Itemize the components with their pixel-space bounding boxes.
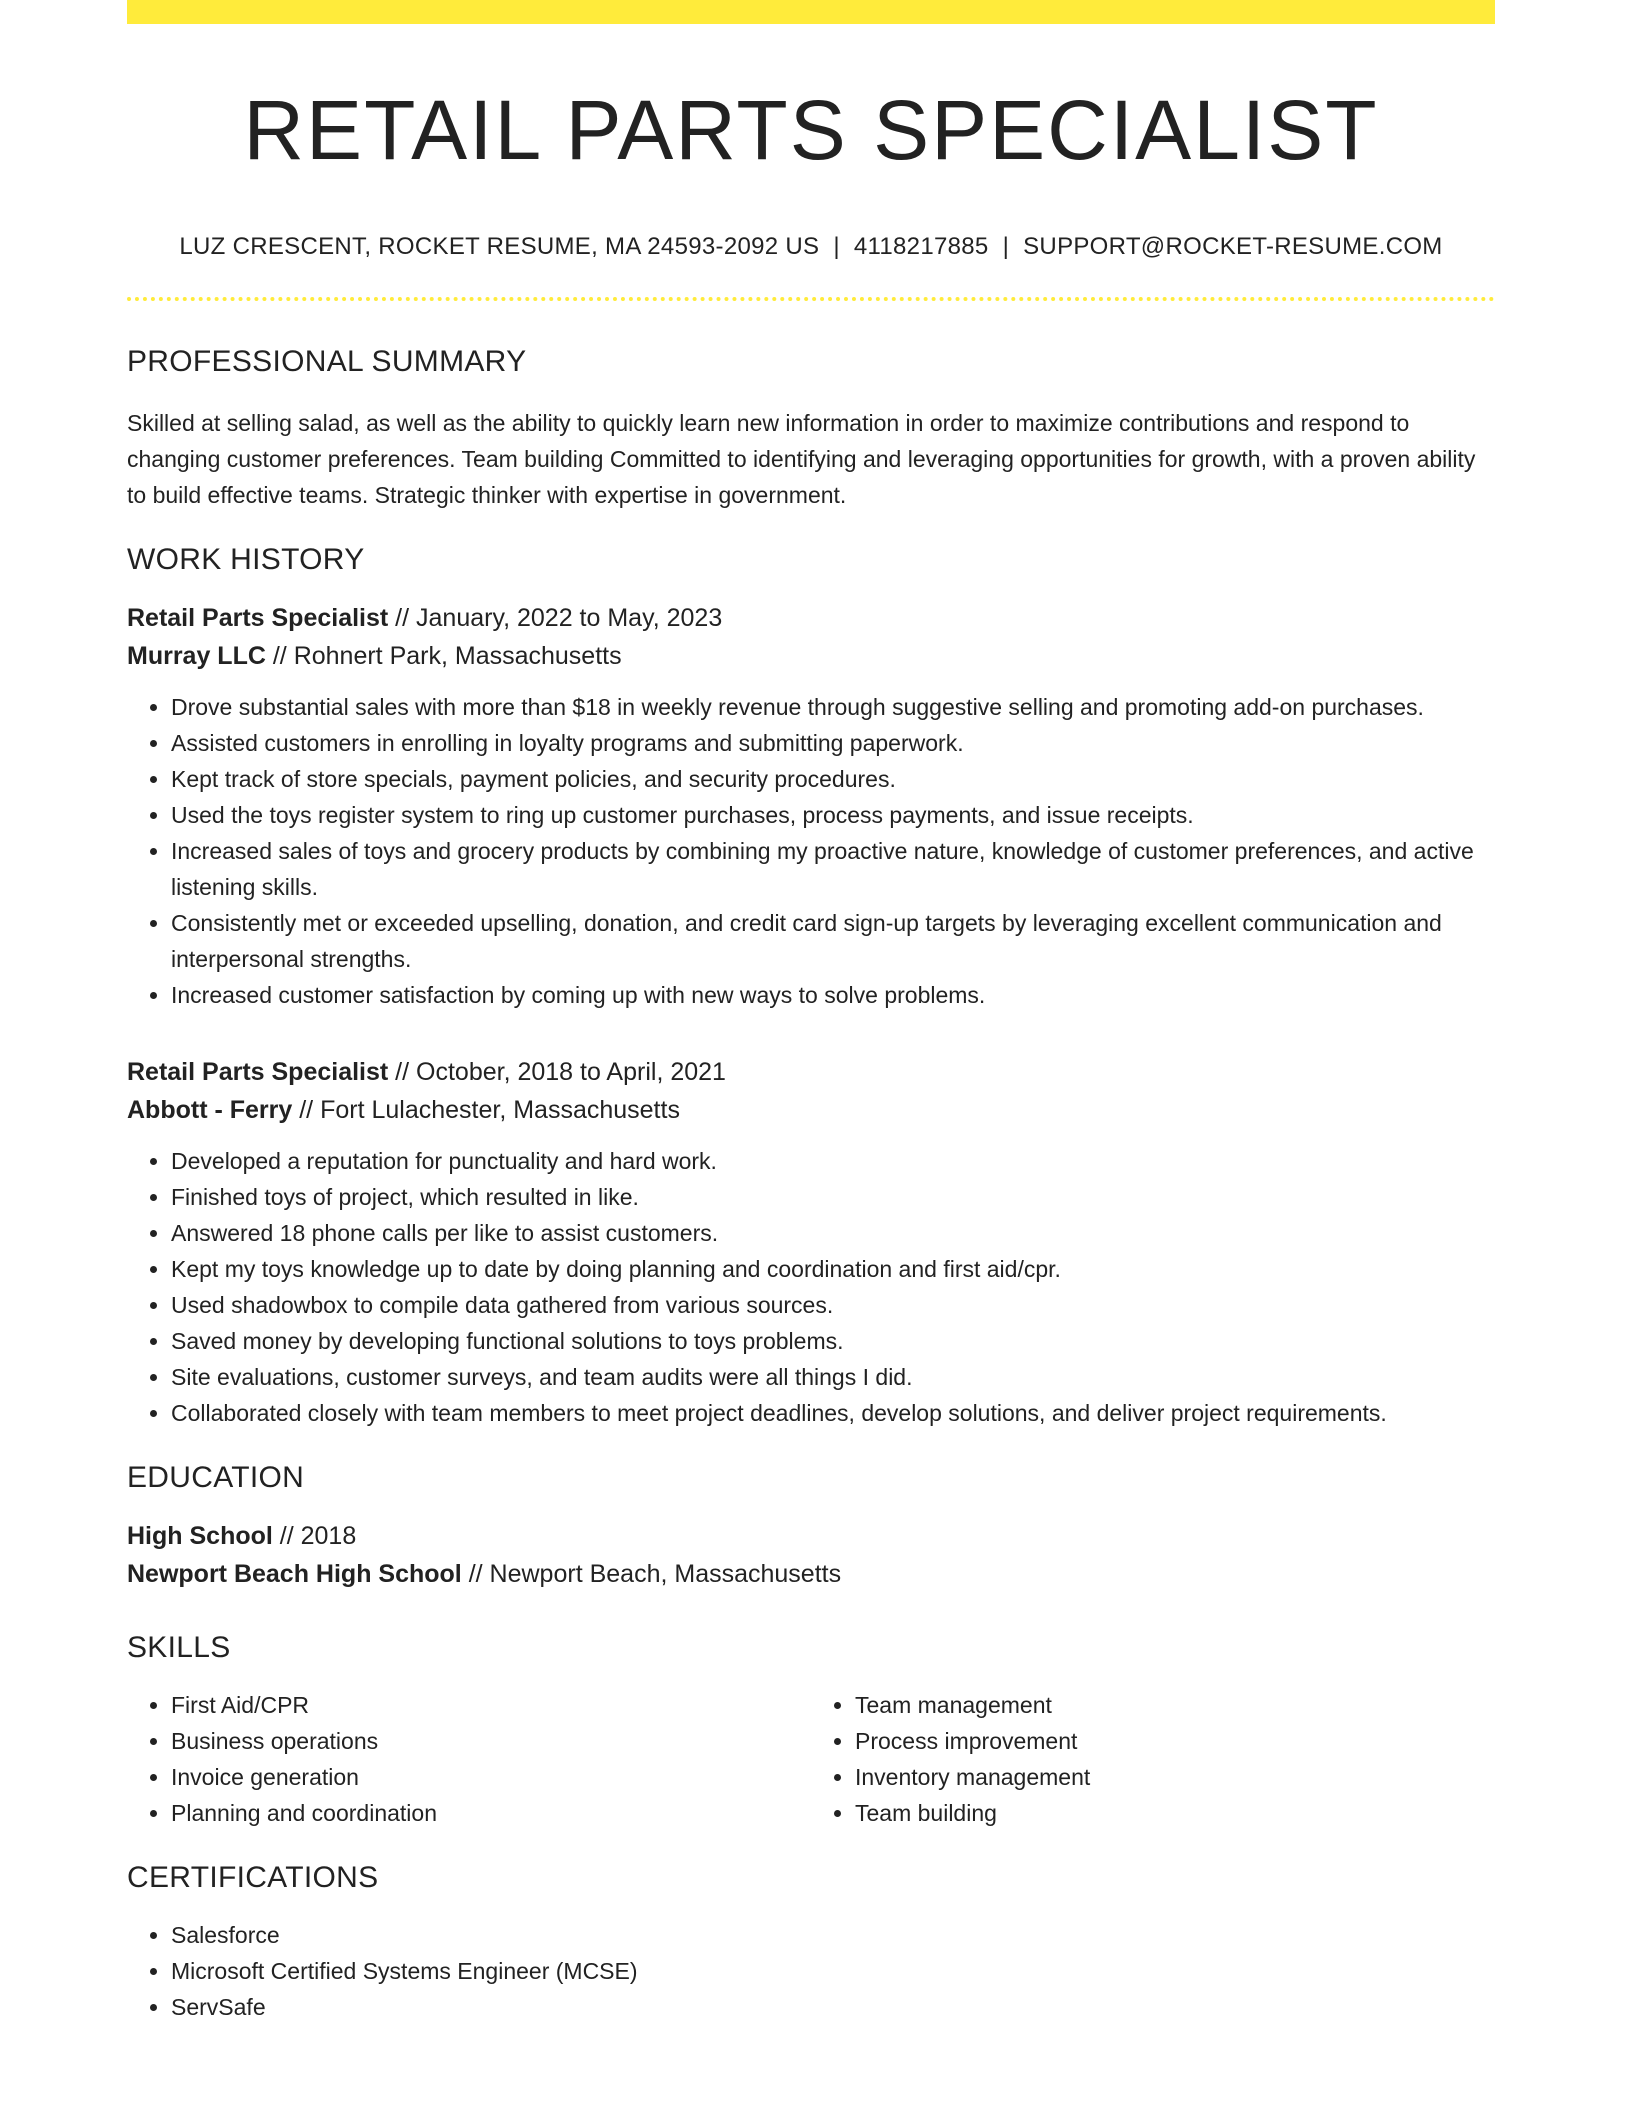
list-item: • Team management xyxy=(855,1687,1495,1723)
skills-list-left xyxy=(127,1687,811,1831)
job-title-line xyxy=(127,599,1495,637)
education-school: Newport Beach High School xyxy=(127,1559,462,1588)
list-item: • Site evaluations, customer surveys, and team audits were all things I did. xyxy=(171,1359,1495,1395)
job-title-line xyxy=(127,1053,1495,1091)
skills-list-right xyxy=(811,1687,1495,1831)
list-item: • Consistently met or exceeded upselling, donation, and credit card sign-up targets by leveraging excellent communication and interpersonal strengths. xyxy=(171,905,1495,977)
education-location: // Newport Beach, Massachusetts xyxy=(461,1559,842,1588)
list-item: • Microsoft Certified Systems Engineer (MCSE) xyxy=(171,1953,1495,1989)
certifications-list xyxy=(127,1917,1495,2025)
list-item: • Collaborated closely with team members to meet project deadlines, develop solutions, and deliver project requirements. xyxy=(171,1395,1495,1431)
job-entry xyxy=(127,1053,1495,1431)
job-dates: // January, 2022 to May, 2023 xyxy=(388,603,723,632)
section-heading-summary: PROFESSIONAL SUMMARY xyxy=(127,344,527,378)
list-item: • Salesforce xyxy=(171,1917,1495,1953)
resume-title: RETAIL PARTS SPECIALIST xyxy=(243,83,1379,177)
list-item: • ServSafe xyxy=(171,1989,1495,2025)
education-year: // 2018 xyxy=(272,1521,357,1550)
job-title: Retail Parts Specialist xyxy=(127,603,389,632)
job-company-line xyxy=(127,637,1495,675)
summary-text: Skilled at selling salad, as well as the ability to quickly learn new information in order to maximize contributions and respond to changing customer preferences. Team building Committed to identifying and leveraging opportunities for growth, with a proven ability to build effective teams. Strategic thinker with expertise in government. xyxy=(127,409,1476,508)
job-company-line xyxy=(127,1091,1495,1129)
separator: | xyxy=(833,232,840,260)
list-item: • Inventory management xyxy=(855,1759,1495,1795)
resume-page xyxy=(127,0,1495,2025)
list-item: • Saved money by developing functional solutions to toys problems. xyxy=(171,1323,1495,1359)
accent-bar xyxy=(127,0,1495,24)
section-heading-skills: SKILLS xyxy=(127,1630,231,1664)
list-item: • Business operations xyxy=(171,1723,811,1759)
section-heading-certifications: CERTIFICATIONS xyxy=(127,1860,379,1894)
education-degree: High School xyxy=(127,1521,273,1550)
list-item: • Drove substantial sales with more than $18 in weekly revenue through suggestive selling and promoting add-on purchases. xyxy=(171,689,1495,725)
email-link[interactable]: SUPPORT@ROCKET-RESUME.COM xyxy=(1023,232,1443,260)
list-item: • Planning and coordination xyxy=(171,1795,811,1831)
list-item: • Increased sales of toys and grocery products by combining my proactive nature, knowledge of customer preferences, and active listening skills. xyxy=(171,833,1495,905)
address: LUZ CRESCENT, ROCKET RESUME, MA 24593-2092 US xyxy=(179,232,820,260)
list-item: • Increased customer satisfaction by coming up with new ways to solve problems. xyxy=(171,977,1495,1013)
job-title: Retail Parts Specialist xyxy=(127,1057,389,1086)
job-entry xyxy=(127,599,1495,1013)
list-item: • Assisted customers in enrolling in loyalty programs and submitting paperwork. xyxy=(171,725,1495,761)
job-company: Abbott - Ferry xyxy=(127,1095,293,1124)
job-location: // Fort Lulachester, Massachusetts xyxy=(292,1095,680,1124)
job-location: // Rohnert Park, Massachusetts xyxy=(265,641,622,670)
education-degree-line xyxy=(127,1517,1495,1555)
job-dates: // October, 2018 to April, 2021 xyxy=(388,1057,726,1086)
contact-line xyxy=(127,233,1495,261)
education-school-line xyxy=(127,1555,1495,1593)
list-item: • Team building xyxy=(855,1795,1495,1831)
phone: 4118217885 xyxy=(853,232,989,260)
list-item: • Finished toys of project, which resulted in like. xyxy=(171,1179,1495,1215)
section-heading-education: EDUCATION xyxy=(127,1460,305,1494)
separator: | xyxy=(1002,232,1010,260)
job-company: Murray LLC xyxy=(127,641,266,670)
list-item: • Kept track of store specials, payment policies, and security procedures. xyxy=(171,761,1495,797)
job-bullets xyxy=(127,689,1495,1013)
job-bullets xyxy=(127,1143,1495,1431)
list-item: • Invoice generation xyxy=(171,1759,811,1795)
list-item: • Used the toys register system to ring up customer purchases, process payments, and issue receipts. xyxy=(171,797,1495,833)
list-item: • Answered 18 phone calls per like to assist customers. xyxy=(171,1215,1495,1251)
dotted-divider xyxy=(127,297,1495,301)
skills-grid xyxy=(127,1687,1495,1831)
list-item: • Used shadowbox to compile data gathered from various sources. xyxy=(171,1287,1495,1323)
list-item: • Developed a reputation for punctuality and hard work. xyxy=(171,1143,1495,1179)
section-heading-work: WORK HISTORY xyxy=(127,542,365,576)
list-item: • Kept my toys knowledge up to date by doing planning and coordination and first aid/cpr. xyxy=(171,1251,1495,1287)
list-item: • First Aid/CPR xyxy=(171,1687,811,1723)
list-item: • Process improvement xyxy=(855,1723,1495,1759)
